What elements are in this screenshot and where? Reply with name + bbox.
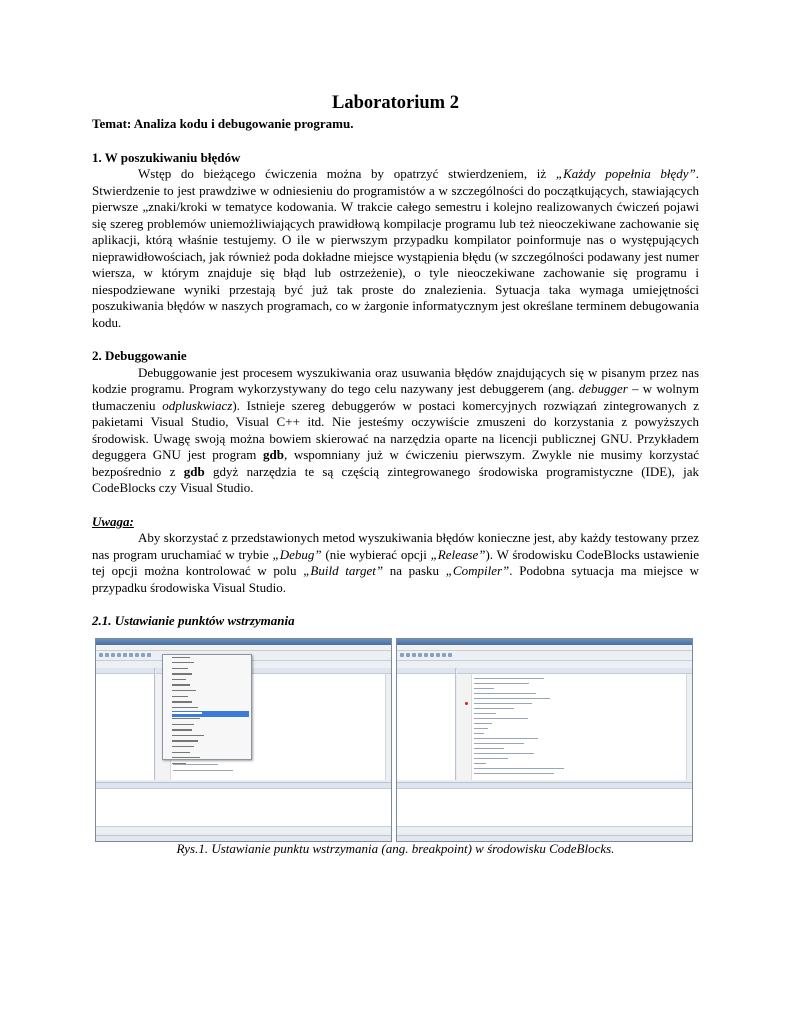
code-line — [474, 773, 554, 774]
s1-text-b: . Stwierdzenie to jest prawdziwe w odniesieniu do programistów a w szczególności do początkujących, stawiających pierwsze „znaki/kroki w tematyce kodowania. W trakcie całego semestru i kolejno realizowanych ćwiczeń pojawi się szereg problemów uniemożliwiających prawidłową kompilacje programu lub też nieoczekiwane zachowanie się aplikacji, którą właśnie testujemy. O ile w pierwszym przypadku kompilator poinformuje nas o występujących nieprawidłowościach, jak również poda dokładne miejsce wystąpienia błędu (w szczególności podawany jest numer wiersza, w którym znajduje się błąd lub ostrzeżenie), o tyle nieoczekiwane zachowanie się programu i niespodziewane wyniki przestają być już tak proste do znalezienia. Sytuacja taka wymaga umiejętności poszukiwania błędów w naszych programach, co w żargonie informatycznym jest określane terminem debugowania kodu. — [92, 166, 700, 330]
section-2-1 — [92, 613, 699, 630]
figure-caption: Rys.1. Ustawianie punktu wstrzymania (ang. breakpoint) w środowisku CodeBlocks. — [176, 841, 615, 856]
note-t3-italic: „Build target” — [303, 563, 384, 578]
section-1 — [92, 150, 699, 332]
code-line — [474, 723, 492, 724]
debug-menu-dropdown[interactable] — [162, 654, 252, 760]
toolbar-icon — [418, 653, 422, 657]
toolbar-icon — [135, 653, 139, 657]
note-t2: (nie wybierać opcji — [321, 546, 431, 562]
toolbar-icon — [448, 653, 452, 657]
code-line — [474, 713, 496, 714]
note-t2-italic: „Release” — [430, 546, 486, 562]
toolbar-icon — [406, 653, 410, 657]
toolbar-icon — [400, 653, 404, 657]
code-line — [474, 703, 532, 704]
breakpoint-marker[interactable] — [465, 702, 468, 705]
toolbar-icon — [141, 653, 145, 657]
toolbar-icon — [430, 653, 434, 657]
page-title: Laboratorium 2 — [332, 93, 459, 113]
logs-panel — [397, 782, 692, 833]
s1-quote: „Każdy popełnia błędy” — [555, 166, 696, 181]
code-line — [474, 738, 538, 739]
s2-t3-bold: gdb — [262, 447, 284, 462]
code-line — [474, 763, 486, 764]
s2-t2-italic: odpluskwiacz — [162, 397, 233, 413]
project-tree — [96, 674, 154, 678]
debug-menu-item[interactable] — [172, 761, 249, 767]
note-t4-italic: „Compiler” — [445, 563, 510, 578]
code-line — [474, 768, 564, 769]
toolbar-icon — [412, 653, 416, 657]
logs-panel — [96, 782, 391, 833]
section-1-heading: 1. W poszukiwaniu błędów — [92, 149, 241, 165]
code-line — [474, 748, 504, 749]
code-line — [474, 683, 529, 684]
code-line — [474, 743, 524, 744]
note-t4: na pasku — [383, 563, 446, 578]
project-tree — [397, 674, 455, 678]
section-2-1-heading: 2.1. Ustawianie punktów wstrzymania — [92, 613, 295, 628]
s2-t4-bold: gdb — [183, 463, 205, 479]
codeblocks-screenshot-breakpoint — [396, 638, 693, 842]
note-t5: . Podobna sytuacja ma miejsce w przypadku środowiska Visual Studio. — [92, 563, 699, 595]
note-section — [92, 514, 699, 597]
code-line — [474, 693, 536, 694]
toolbar-icon — [111, 653, 115, 657]
section-1-paragraph — [92, 166, 699, 331]
code-line — [474, 708, 514, 709]
code-editor — [457, 668, 692, 780]
code-line — [474, 753, 534, 754]
section-2-paragraph — [92, 365, 699, 497]
toolbar-icon — [442, 653, 446, 657]
toolbar-icon — [129, 653, 133, 657]
toolbar-icon — [147, 653, 151, 657]
codeblocks-screenshot-debug-menu — [95, 638, 392, 842]
management-panel — [397, 668, 456, 780]
editor-scrollbar — [385, 674, 391, 780]
note-t1: Aby skorzystać z przedstawionych metod wyszukiwania błędów konieczne jest, aby każdy testowany przez nas program uruchamiać w trybie — [92, 530, 699, 562]
s1-text-a: Wstęp do bieżącego ćwiczenia można by opatrzyć stwierdzeniem, iż — [138, 166, 556, 181]
section-2-heading: 2. Debuggowanie — [92, 348, 187, 363]
toolbar-icon — [99, 653, 103, 657]
logs-tabs — [96, 826, 391, 833]
s2-t5: gdyż narzędzia te są częścią zintegrowanego środowiska programistyczne (IDE), jak CodeBlocks czy Visual Studio. — [92, 463, 699, 495]
section-2 — [92, 348, 699, 497]
toolbar-icon — [424, 653, 428, 657]
toolbar — [397, 651, 692, 661]
s2-t4: , wspomniany już w ćwiczeniu pierwszym. Zwykle nie musimy korzystać bezpośrednio z — [92, 447, 699, 479]
code-line — [474, 733, 484, 734]
s2-t1: Debuggowanie jest procesem wyszukiwania oraz usuwania błędów znajdujących się w pisanym przez nas kodzie programu. Program wykorzystywany do tego celu nazywany jest debuggerem (ang. — [92, 364, 699, 396]
toolbar-icon — [105, 653, 109, 657]
code-line — [474, 758, 508, 759]
toolbar-icon — [123, 653, 127, 657]
subtitle: Temat: Analiza kodu i debugowanie programu. — [92, 116, 354, 131]
line-gutter — [457, 674, 472, 780]
toolbar-icon — [117, 653, 121, 657]
note-t3: ). W środowisku CodeBlocks ustawienie tej opcji można kontrolować w polu — [92, 546, 699, 578]
toolbar-icon — [436, 653, 440, 657]
note-heading: Uwaga: — [92, 513, 134, 529]
code-line — [474, 678, 544, 679]
s2-t2: – w wolnym tłumaczeniu — [92, 381, 699, 413]
note-t1-italic: „Debug” — [272, 546, 322, 562]
code-line — [474, 698, 550, 699]
figure-screenshots — [95, 638, 695, 842]
management-panel — [96, 668, 155, 780]
s2-t1-italic: debugger — [578, 381, 628, 396]
editor-tabs — [457, 668, 692, 674]
editor-scrollbar — [686, 674, 692, 780]
note-paragraph — [92, 530, 699, 596]
s2-t3: ). Istnieje szereg debuggerów w postaci komercyjnych rozwiązań zintegrowanych z pakietami Visual Studio, Visual C++ itd. Nie jesteśmy oczywiście zmuszeni do korzystania z powyższych środowisk. Uwagę swoją można bowiem skierować na narzędzia oparte na licencji publicznej GNU. Przykładem deguggera GNU jest program — [92, 397, 699, 462]
logs-tabs — [397, 826, 692, 833]
code-line — [474, 728, 488, 729]
code-line — [474, 688, 494, 689]
logs-panel-header — [96, 783, 391, 789]
code-line — [173, 770, 233, 771]
logs-panel-header — [397, 783, 692, 789]
code-line — [474, 718, 528, 719]
document-page — [92, 92, 699, 630]
